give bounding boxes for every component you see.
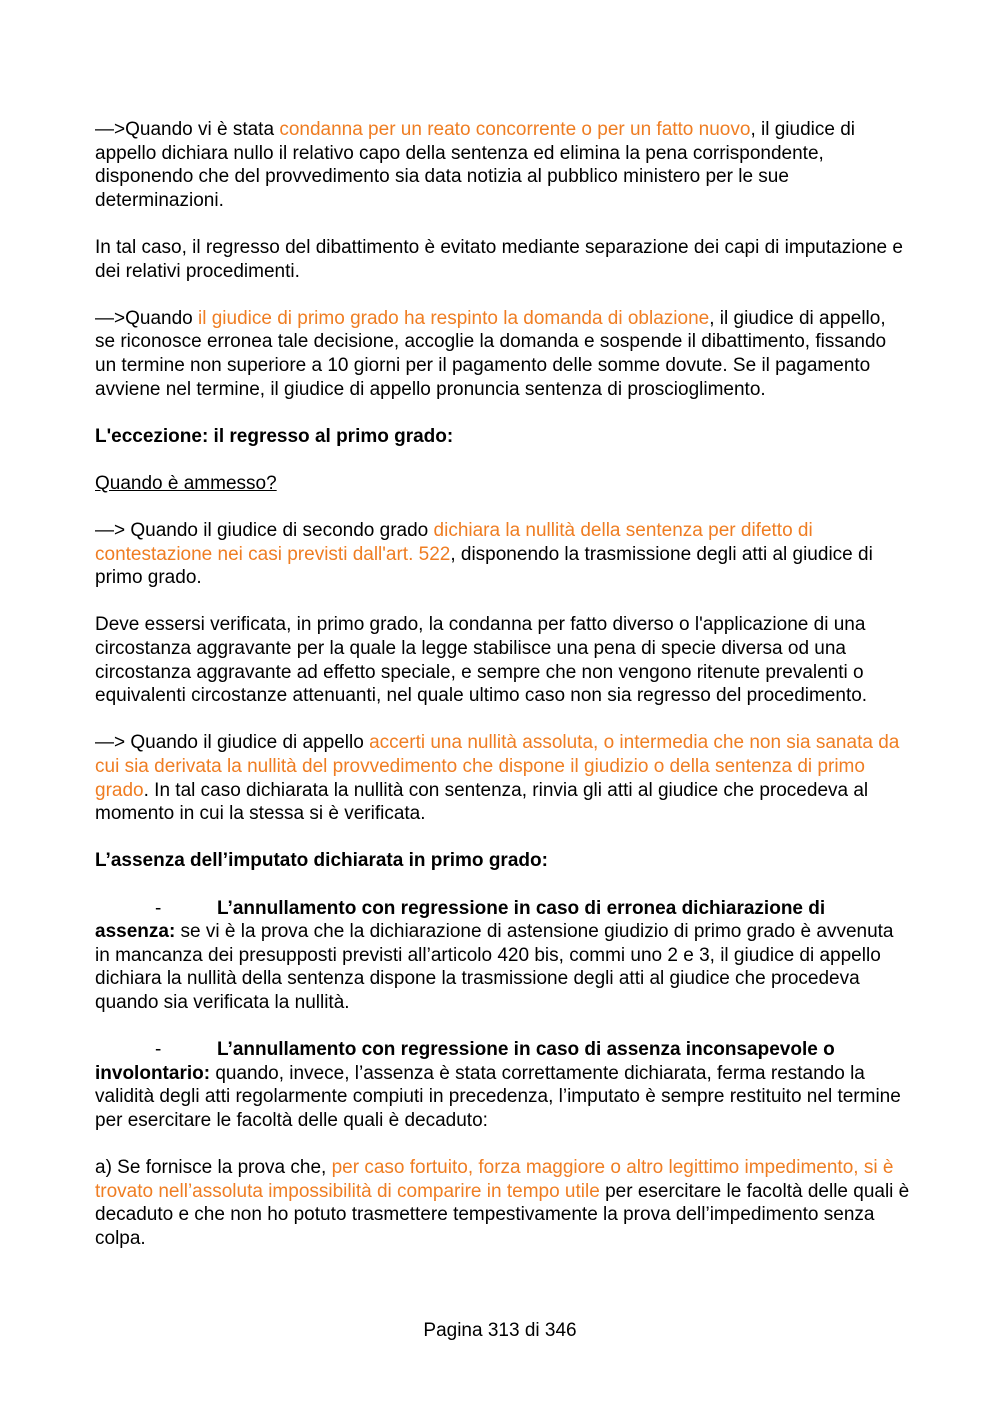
text-run: quando, invece, l’assenza è stata correttamente dichiarata, ferma restando la validità degli atti regolarmente compiuti in precedenza, l’imputato è sempre restituito nel termine per esercitare le facoltà delle quali è decaduto: [95,1062,901,1131]
bullet-marker: - [155,1039,162,1061]
text-run: a) Se fornisce la prova che, [95,1157,332,1179]
text-run: , il giudice di appello dichiara nullo il relativo capo della sentenza ed elimina la pena corrispondente, disponendo che del provvedimento sia data notizia al pubblico ministero per le sue determinazioni. [95,119,855,211]
text-run: , il giudice di appello, se riconosce erronea tale decisione, accoglie la domanda e sospende il dibattimento, fissando un termine non superiore a 10 giorni per il pagamento delle somme dovute. Se il pagamento avviene nel termine, il giudice di appello pronuncia sentenza di proscioglimento. [95,307,887,400]
highlighted-text: per caso fortuito, forza maggiore o altro legittimo impedimento, si è trovato nell’assoluta impossibilità di comparire in tempo utile [95,1157,894,1202]
section-heading [95,472,910,496]
section-heading [95,849,910,873]
section-heading [95,425,910,449]
bold-text: L’annullamento con regressione in caso di erronea dichiarazione di assenza: [95,897,826,943]
paragraph [95,613,910,707]
text-run: —> Quando il giudice di appello [95,732,370,754]
paragraph [95,519,910,590]
bold-text: L’annullamento con regressione in caso di assenza inconsapevole o involontario: [95,1039,835,1084]
bullet-marker: - [155,897,162,919]
highlighted-text: accerti una nullità assoluta, o intermedia che non sia sanata da cui sia derivata la nullità del provvedimento che dispone il giudizio o della sentenza di primo grado [95,732,900,801]
highlighted-text: condanna per un reato concorrente o per un fatto nuovo [279,119,751,140]
bullet-paragraph [95,1038,910,1132]
text-run: se vi è la prova che la dichiarazione di astensione giudizio di primo grado è avvenuta in mancanza dei presupposti previsti all’articolo 420 bis, commi uno 2 e 3, il giudice di appello dichiara la nullità della sentenza dispone la trasmissione degli atti al giudice che procedeva quando sia verificata la nullità. [95,921,894,1013]
page-footer: Pagina 313 di 346 [423,1320,577,1341]
highlighted-text: dichiara la nullità della sentenza per difetto di contestazione nei casi previsti dall'art. 522 [95,520,813,565]
document-body [95,118,910,1274]
bold-text: L’assenza dell’imputato dichiarata in primo grado: [95,850,548,872]
bold-text: L'eccezione: il regresso al primo grado: [95,425,454,447]
text-run: —> Quando il giudice di secondo grado [95,520,434,542]
paragraph [95,1156,910,1250]
highlighted-text: il giudice di primo grado ha respinto la domanda di oblazione [198,307,710,329]
text-run: —>Quando vi è stata [95,119,280,140]
text-run: —>Quando [95,307,198,329]
text-run: per esercitare le facoltà delle quali è decaduto e che non ho potuto trasmettere tempestivamente la prova dell’impedimento senza colpa. [95,1180,910,1249]
paragraph [95,118,910,212]
paragraph [95,307,910,401]
paragraph [95,236,910,283]
text-run: Deve essersi verificata, in primo grado, la condanna per fatto diverso o l'applicazione di una circostanza aggravante per la quale la legge stabilisce una pena di specie diversa od una circostanza aggravante ad effetto speciale, e sempre che non vengono ritenute prevalenti o equivalenti circostanze attenuanti, nel quale ultimo caso non sia regresso del procedimento. [95,614,868,707]
text-run: . In tal caso dichiarata la nullità con sentenza, rinvia gli atti al giudice che procedeva al momento in cui la stessa si è verificata. [95,779,869,825]
text-run: , disponendo la trasmissione degli atti al giudice di primo grado. [95,543,873,589]
bullet-paragraph [95,897,910,1015]
underlined-text: Quando è ammesso? [95,472,277,494]
paragraph [95,731,910,825]
text-run: In tal caso, il regresso del dibattimento è evitato mediante separazione dei capi di imputazione e dei relativi procedimenti. [95,236,903,282]
